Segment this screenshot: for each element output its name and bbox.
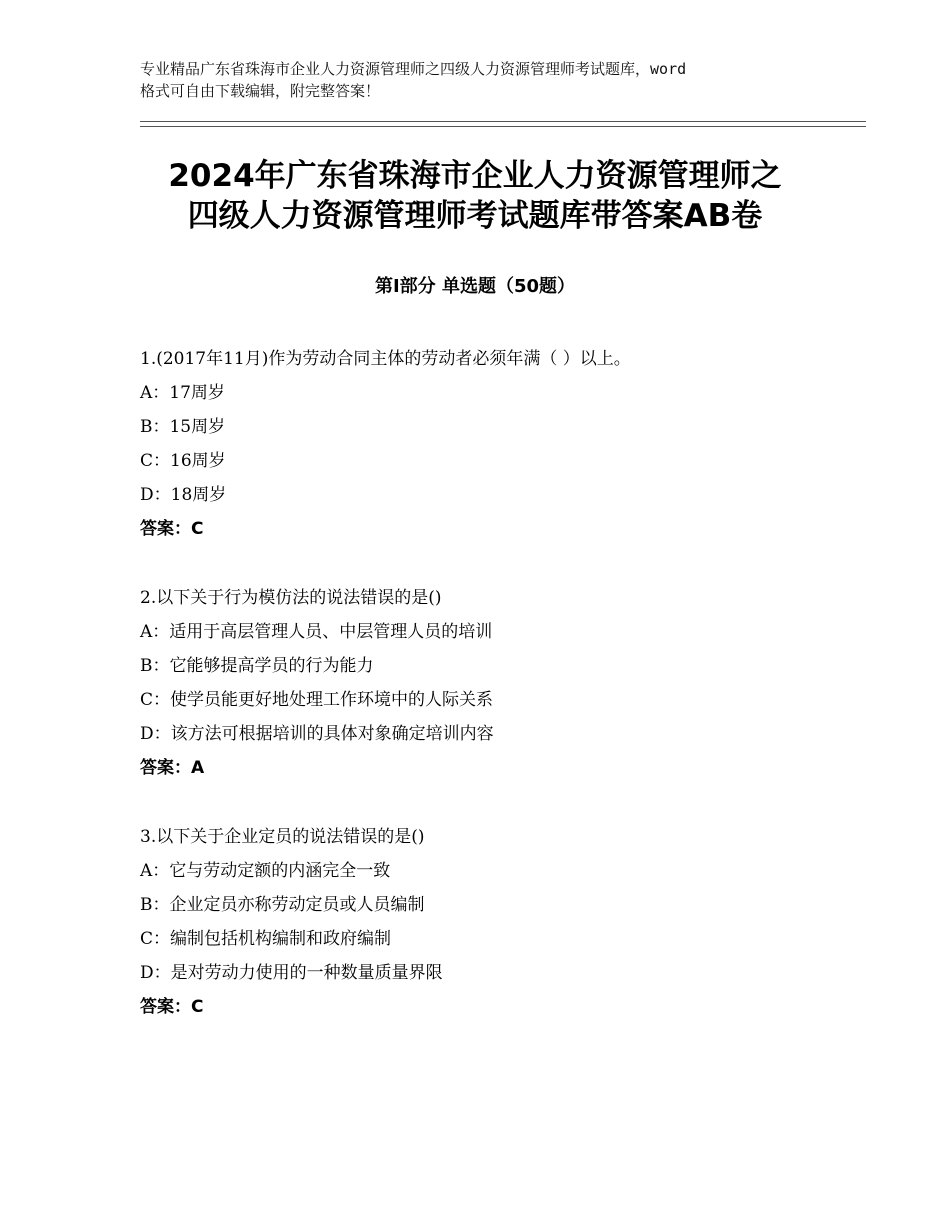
option-c: C：编制包括机构编制和政府编制 [140, 929, 392, 949]
option-b: B：15周岁 [140, 417, 226, 437]
question-stem: 2.以下关于行为模仿法的说法错误的是() [140, 588, 442, 608]
option-d: D：是对劳动力使用的一种数量质量界限 [140, 963, 443, 983]
answer: 答案：A [140, 758, 205, 778]
option-d: D：18周岁 [140, 485, 227, 505]
option-a: A：17周岁 [140, 383, 225, 403]
title-line-2: 四级人力资源管理师考试题库带答案AB卷 [187, 198, 763, 234]
option-b: B：它能够提高学员的行为能力 [140, 656, 374, 676]
option-d: D：该方法可根据培训的具体对象确定培训内容 [140, 724, 494, 744]
option-a: A：适用于高层管理人员、中层管理人员的培训 [140, 622, 493, 642]
header-note-line-2: 格式可自由下载编辑，附完整答案！ [140, 82, 381, 100]
option-c: C：使学员能更好地处理工作环境中的人际关系 [140, 690, 494, 710]
question-3 [140, 820, 840, 1024]
question-1 [140, 342, 840, 546]
answer: 答案：C [140, 997, 204, 1017]
header-note-line-1: 专业精品广东省珠海市企业人力资源管理师之四级人力资源管理师考试题库，word [140, 60, 687, 78]
title-line-1: 2024年广东省珠海市企业人力资源管理师之 [168, 158, 782, 194]
question-stem: 3.以下关于企业定员的说法错误的是() [140, 827, 425, 847]
option-b: B：企业定员亦称劳动定员或人员编制 [140, 895, 425, 915]
section-title: 第Ⅰ部分 单选题（50题） [374, 276, 575, 297]
option-a: A：它与劳动定额的内涵完全一致 [140, 861, 391, 881]
header-divider [140, 121, 866, 127]
document-title [140, 156, 810, 236]
option-c: C：16周岁 [140, 451, 226, 471]
header-note [140, 58, 840, 102]
question-stem: 1.(2017年11月)作为劳动合同主体的劳动者必须年满（ ）以上。 [140, 349, 631, 369]
answer: 答案：C [140, 519, 204, 539]
question-2 [140, 581, 840, 785]
